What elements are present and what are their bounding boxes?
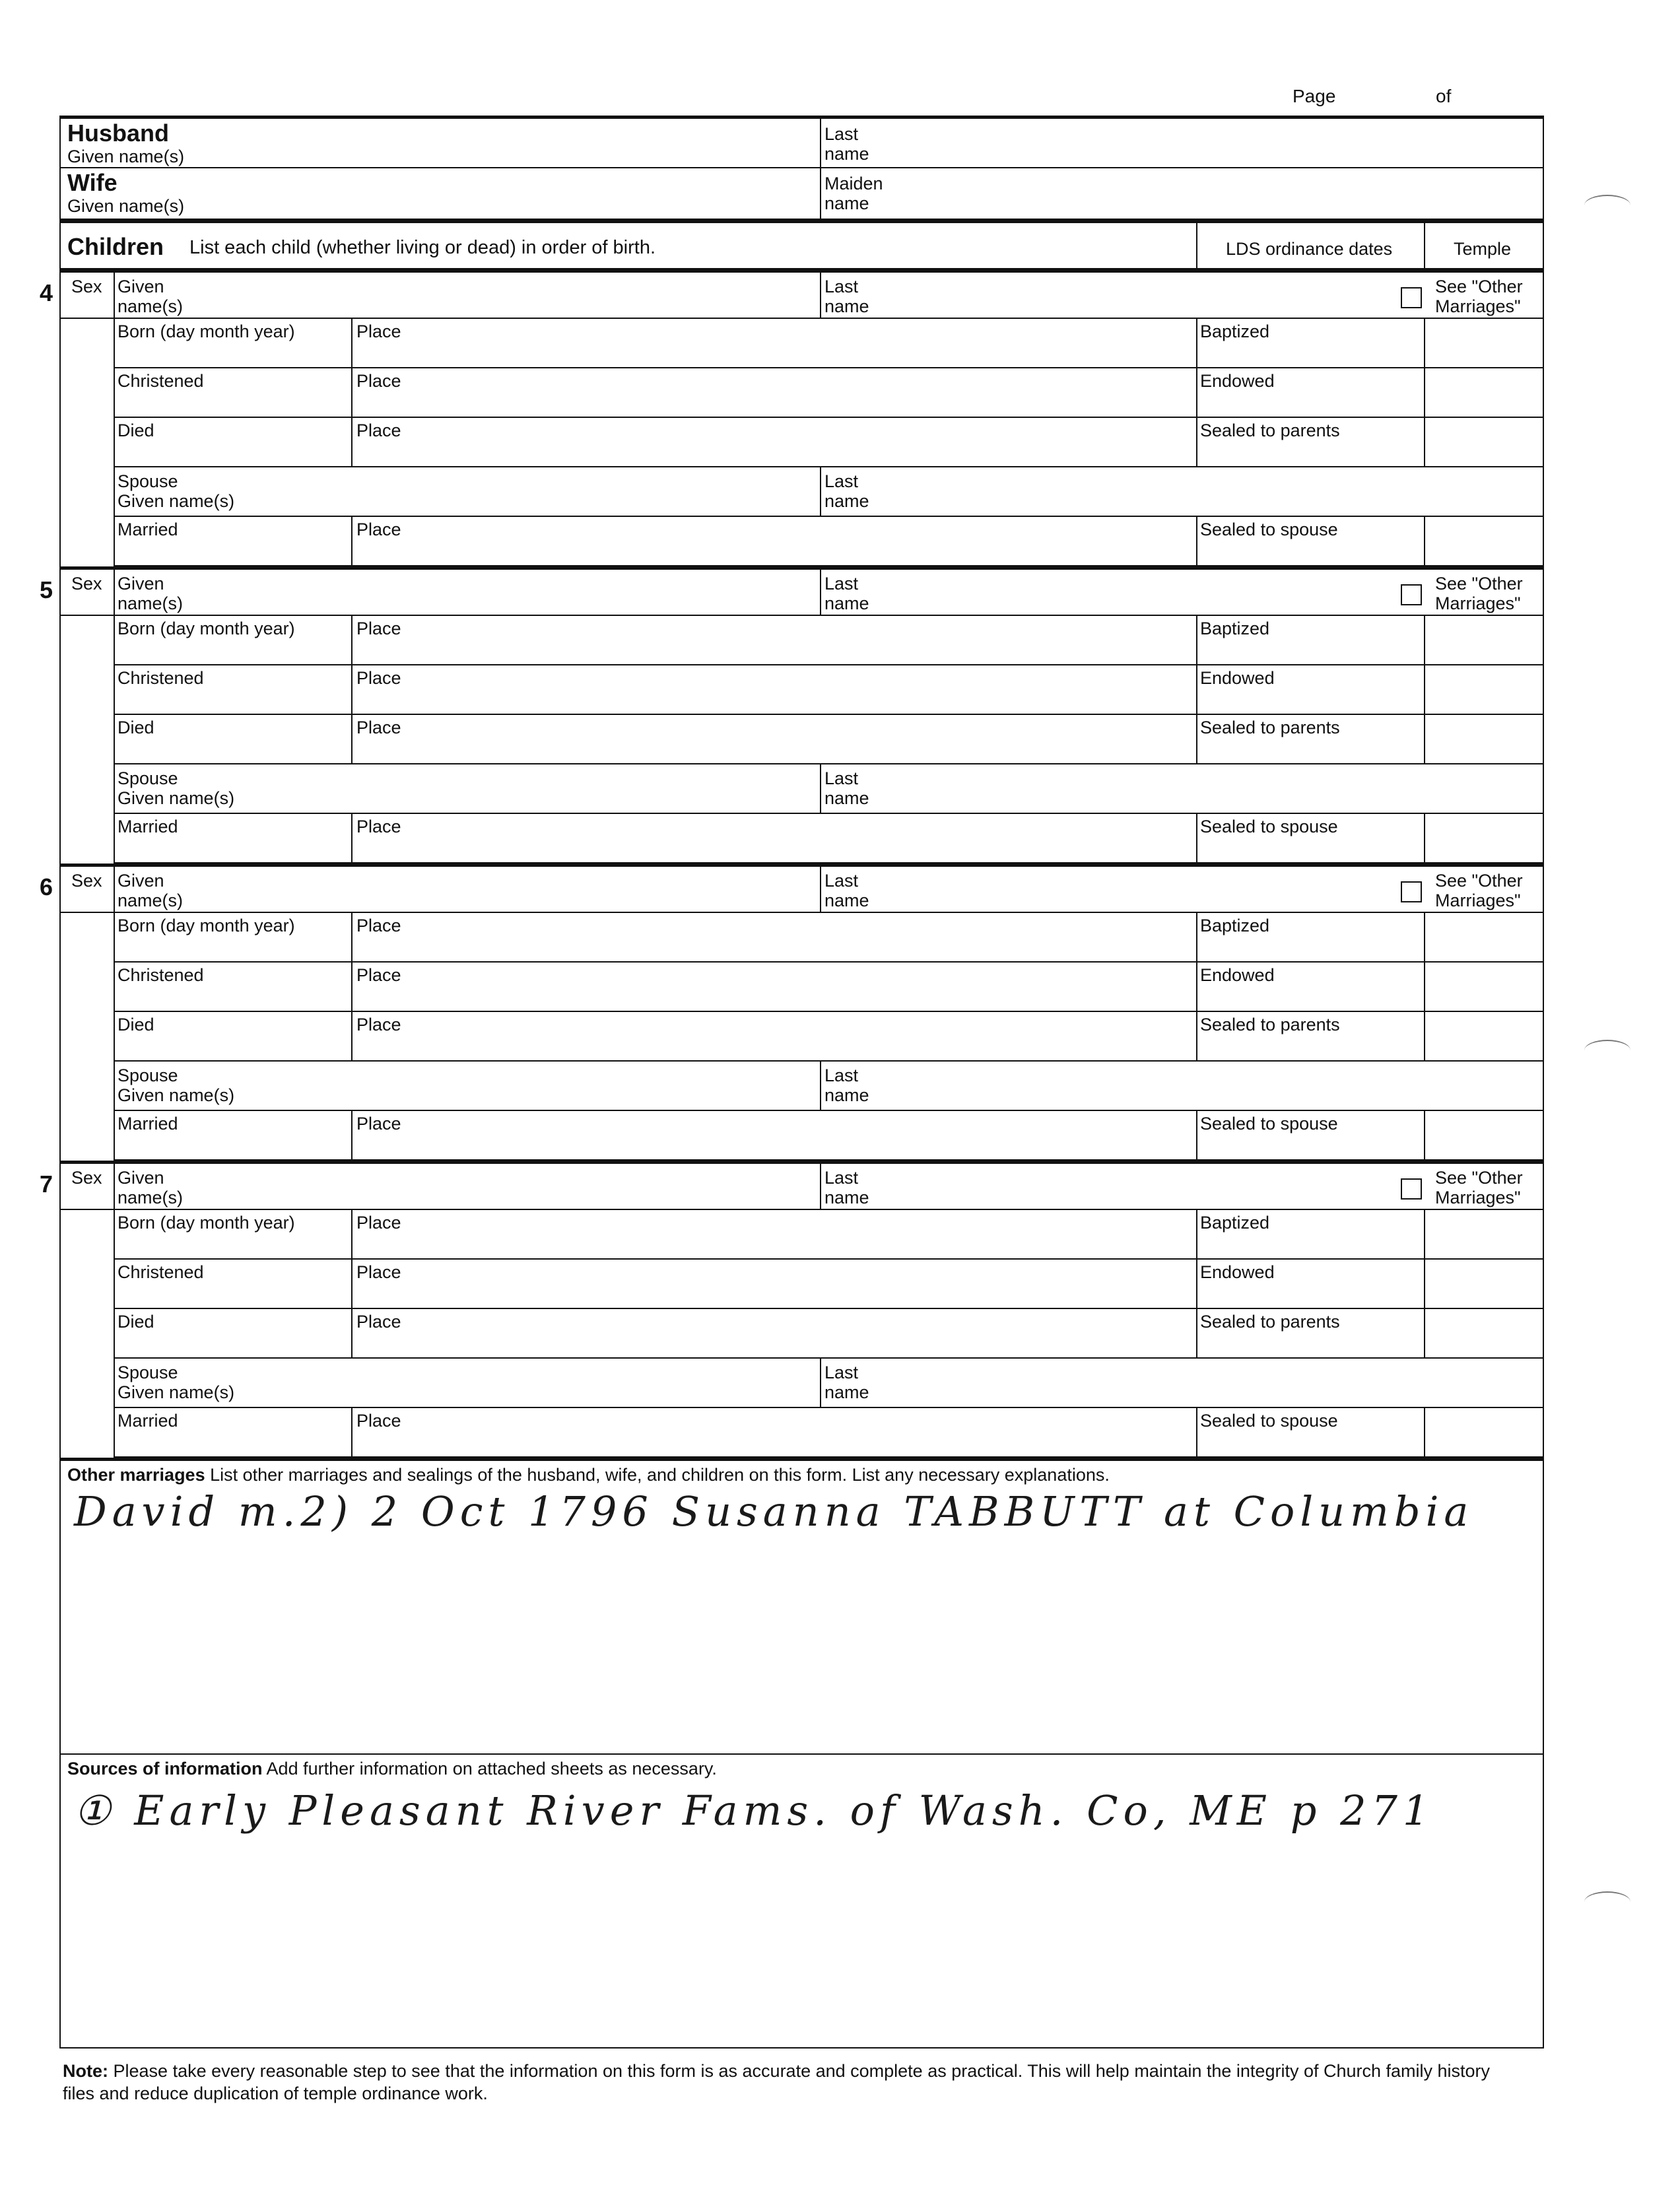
last-label-2: name [824, 891, 869, 910]
sources-section [61, 1755, 1543, 2049]
temple-label: Temple [1454, 239, 1512, 259]
given-label-2: name(s) [118, 891, 184, 910]
place-label: Place [356, 371, 401, 391]
spouse-given-label: Given name(s) [118, 1382, 235, 1402]
sealed-parents-label: Sealed to parents [1200, 718, 1340, 737]
given-label: Given [118, 1168, 164, 1188]
other-marriages-entry[interactable]: David m.2) 2 Oct 1796 Susanna TABBUTT at Columbia [74, 1487, 1474, 1536]
child-block-5 [40, 566, 1543, 863]
wife-title: Wife [67, 169, 118, 196]
last-label: Last [824, 871, 859, 891]
place-label: Place [356, 1411, 401, 1431]
place-label: Place [356, 322, 401, 341]
last-label: Last [824, 277, 859, 296]
sources-title: Sources of information [67, 1759, 263, 1778]
sealed-spouse-label: Sealed to spouse [1200, 1411, 1338, 1431]
died-label: Died [118, 1312, 154, 1332]
child-number: 5 [40, 576, 53, 603]
spouse-last-label: Last [824, 1363, 859, 1382]
place-label: Place [356, 619, 401, 638]
page-label: Page [1293, 86, 1336, 106]
see-other-label-2: Marriages" [1435, 891, 1521, 910]
christened-label: Christened [118, 371, 204, 391]
married-label: Married [118, 1411, 178, 1431]
sex-label: Sex [71, 1168, 102, 1188]
last-label: Last [824, 574, 859, 593]
place-label: Place [356, 1262, 401, 1282]
other-marriages-checkbox[interactable] [1401, 1178, 1422, 1200]
sealed-parents-label: Sealed to parents [1200, 1312, 1340, 1332]
spouse-last-label: Last [824, 768, 859, 788]
place-label: Place [356, 916, 401, 935]
binder-hole-mark [1584, 1040, 1630, 1061]
spouse-label: Spouse [118, 471, 178, 491]
spouse-last-label-2: name [824, 788, 869, 808]
died-label: Died [118, 718, 154, 737]
sources-instruction: Add further information on attached sheets as necessary. [266, 1759, 717, 1778]
endowed-label: Endowed [1200, 371, 1275, 391]
binder-hole-mark [1584, 195, 1630, 216]
given-label-2: name(s) [118, 1188, 184, 1207]
spouse-last-label-2: name [824, 1382, 869, 1402]
died-label: Died [118, 421, 154, 440]
spouse-last-label: Last [824, 1066, 859, 1085]
given-label: Given [118, 574, 164, 593]
binder-hole-mark [1584, 1891, 1630, 1913]
children-header [61, 220, 1543, 269]
sealed-spouse-label: Sealed to spouse [1200, 520, 1338, 539]
note-text: Please take every reasonable step to see that the information on this form is as accurate and complete as practical. This will help maintain the integrity of Church family history files and reduce duplication of temple ordinance work. [63, 2061, 1491, 2103]
born-label: Born (day month year) [118, 916, 295, 935]
born-label: Born (day month year) [118, 322, 295, 341]
place-label: Place [356, 1312, 401, 1332]
last-label-2: name [824, 296, 869, 316]
children-title: Children [67, 233, 164, 260]
born-label: Born (day month year) [118, 1213, 295, 1233]
see-other-label-2: Marriages" [1435, 593, 1521, 613]
given-label-2: name(s) [118, 296, 184, 316]
other-marriages-title: Other marriages [67, 1465, 205, 1485]
footer-note [63, 2060, 1515, 2105]
of-label: of [1436, 86, 1452, 106]
see-other-label: See "Other [1435, 277, 1523, 296]
spouse-last-label-2: name [824, 1085, 869, 1105]
see-other-label: See "Other [1435, 574, 1523, 593]
baptized-label: Baptized [1200, 1213, 1270, 1233]
given-label-2: name(s) [118, 593, 184, 613]
other-marriages-checkbox[interactable] [1401, 584, 1422, 605]
child-block-6 [40, 863, 1543, 1161]
place-label: Place [356, 520, 401, 539]
endowed-label: Endowed [1200, 1262, 1275, 1282]
baptized-label: Baptized [1200, 916, 1270, 935]
spouse-label: Spouse [118, 1066, 178, 1085]
see-other-label-2: Marriages" [1435, 296, 1521, 316]
spouse-given-label: Given name(s) [118, 788, 235, 808]
place-label: Place [356, 1213, 401, 1233]
sex-label: Sex [71, 871, 102, 891]
place-label: Place [356, 668, 401, 688]
last-label-2: name [824, 593, 869, 613]
died-label: Died [118, 1015, 154, 1034]
child-block-4 [40, 269, 1543, 566]
spouse-label: Spouse [118, 768, 178, 788]
see-other-label-2: Marriages" [1435, 1188, 1521, 1207]
see-other-label: See "Other [1435, 1168, 1523, 1188]
given-label: Given [118, 871, 164, 891]
sealed-spouse-label: Sealed to spouse [1200, 1114, 1338, 1134]
sealed-spouse-label: Sealed to spouse [1200, 817, 1338, 836]
husband-given-label: Given name(s) [67, 147, 185, 166]
other-marriages-checkbox[interactable] [1401, 287, 1422, 308]
note-title: Note: [63, 2061, 108, 2081]
family-group-form [40, 116, 1544, 2049]
last-label: Last [824, 1168, 859, 1188]
husband-row [61, 116, 1543, 168]
place-label: Place [356, 1015, 401, 1034]
married-label: Married [118, 520, 178, 539]
sealed-parents-label: Sealed to parents [1200, 421, 1340, 440]
husband-last-label: Last [824, 124, 859, 144]
last-label-2: name [824, 1188, 869, 1207]
wife-row [61, 168, 1543, 220]
sources-entry[interactable]: ① Early Pleasant River Fams. of Wash. Co, ME p 271 [74, 1786, 1434, 1835]
sex-label: Sex [71, 574, 102, 593]
christened-label: Christened [118, 1262, 204, 1282]
sealed-parents-label: Sealed to parents [1200, 1015, 1340, 1034]
child-number: 4 [40, 279, 53, 306]
spouse-given-label: Given name(s) [118, 491, 235, 511]
given-label: Given [118, 277, 164, 296]
see-other-label: See "Other [1435, 871, 1523, 891]
children-instruction: List each child (whether living or dead) in order of birth. [189, 237, 656, 258]
child-block-7 [40, 1161, 1543, 1458]
other-marriages-section [61, 1458, 1543, 1755]
husband-title: Husband [67, 119, 170, 147]
place-label: Place [356, 965, 401, 985]
place-label: Place [356, 1114, 401, 1134]
married-label: Married [118, 817, 178, 836]
place-label: Place [356, 421, 401, 440]
baptized-label: Baptized [1200, 322, 1270, 341]
spouse-label: Spouse [118, 1363, 178, 1382]
place-label: Place [356, 817, 401, 836]
sex-label: Sex [71, 277, 102, 296]
child-number: 6 [40, 873, 53, 900]
other-marriages-instruction: List other marriages and sealings of the husband, wife, and children on this form. List any necessary explanations. [210, 1465, 1110, 1485]
place-label: Place [356, 718, 401, 737]
married-label: Married [118, 1114, 178, 1134]
spouse-given-label: Given name(s) [118, 1085, 235, 1105]
spouse-last-label-2: name [824, 491, 869, 511]
wife-given-label: Given name(s) [67, 196, 185, 216]
christened-label: Christened [118, 965, 204, 985]
christened-label: Christened [118, 668, 204, 688]
baptized-label: Baptized [1200, 619, 1270, 638]
wife-maiden-label: Maiden [824, 174, 883, 193]
born-label: Born (day month year) [118, 619, 295, 638]
child-number: 7 [40, 1170, 53, 1198]
endowed-label: Endowed [1200, 965, 1275, 985]
lds-ordinance-label: LDS ordinance dates [1226, 239, 1393, 259]
wife-maiden-label-2: name [824, 193, 869, 213]
endowed-label: Endowed [1200, 668, 1275, 688]
husband-last-label-2: name [824, 144, 869, 164]
spouse-last-label: Last [824, 471, 859, 491]
other-marriages-checkbox[interactable] [1401, 881, 1422, 902]
